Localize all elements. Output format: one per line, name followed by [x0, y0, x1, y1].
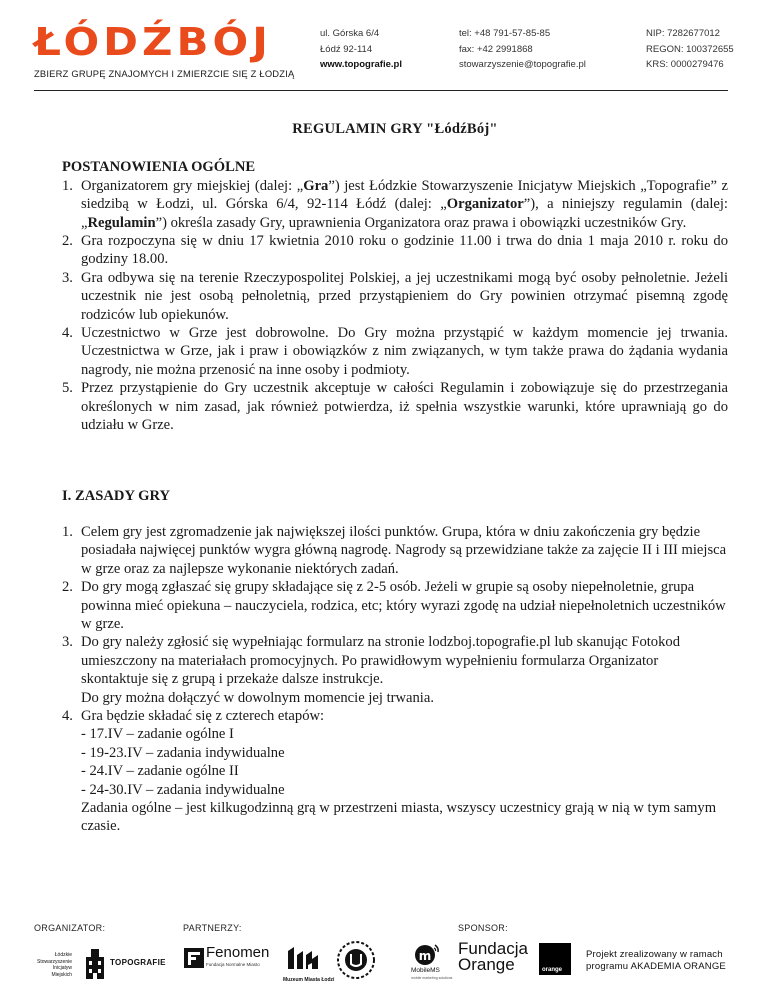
document-title: REGULAMIN GRY "ŁódźBój" — [292, 121, 498, 137]
partners-label: PARTNERZY: — [183, 923, 242, 933]
list-item: 3. Do gry należy zgłosić się wypełniając formularz na stronie lodzboj.topografie.pl lub skanując Fotokod umieszczony na materiałach promocyjnych. Po prawidłowym wypełnieniu formularza Organizator skontaktuje się z grupą i przekaże dalsze instrukcje. Do gry można dołączyć w dowolnym momencie jej trwania. — [62, 633, 728, 707]
museum-logo-icon — [286, 945, 322, 971]
project-note: Projekt zrealizowany w ramach programu AKADEMIA ORANGE — [586, 949, 726, 972]
regulations-document — [62, 120, 728, 836]
address-city: Łódź 92-114 — [320, 43, 373, 55]
header-divider — [34, 90, 728, 91]
item-number: 4. — [62, 325, 73, 342]
svg-text:m: m — [418, 949, 432, 963]
topografie-building-icon — [84, 947, 106, 979]
museum-name: Muzeum Miasta Łodzi — [283, 977, 335, 983]
registry-block — [646, 26, 734, 73]
address-block — [320, 26, 402, 73]
university-stamp-icon — [336, 940, 376, 980]
list-item: 3. Gra odbywa się na terenie Rzeczypospolitej Polskiej, a jej uczestnikami mogą być osoby pełnoletnie. Jeżeli uczestnik nie jest osobą pełnoletnią, przed przystąpieniem do Gry powinien otrzymać pisemną zgodę rodziców lub opiekunów. — [62, 269, 728, 323]
item-number: 2. — [62, 233, 73, 250]
stage-item: - 24-30.IV – zadania indywidualne — [81, 781, 285, 798]
fenomen-logo: Fenomen — [206, 944, 270, 961]
organizer-full-name: Łódzkie Stowarzyszenie Inicjatyw Miejskich — [36, 952, 72, 978]
term-regulamin: Regulamin — [87, 214, 156, 231]
stage-item: - 24.IV – zadanie ogólne II — [81, 763, 239, 780]
term-organizator: Organizator — [446, 196, 524, 213]
topografie-logo: TOPOGRAFIE — [110, 958, 166, 967]
logo-wordmark: ŁÓDŹBÓJ — [34, 19, 272, 65]
list-item: 2. Gra rozpoczyna się w dniu 17 kwietnia 2010 roku o godzinie 11.00 i trwa do dnia 1 maja 2010 r. roku do godziny 18.00. — [62, 233, 728, 268]
item-number: 5. — [62, 380, 73, 397]
list-item: 4. Uczestnictwo w Grze jest dobrowolne. Do Gry można przystąpić w każdym momencie jej trwania. Uczestnictwa w Grze, jak i praw i obowiązków z nim związanych, w tym także prawa do żądania wydania nagrody, nie można przenosić na inne osoby i podmioty. — [62, 325, 728, 378]
orange-logo — [539, 943, 571, 975]
list-item: 1. Celem gry jest zgromadzenie jak największej ilości punktów. Grupa, która w dniu zakończenia gry będzie posiadała najwięcej punktów wygra główną nagrodę. Nagrody są przewidziane także za zajęcie II i III miejsca w grze oraz za najlepsze wykonanie niektórych zadań. — [62, 523, 727, 577]
item-number: 3. — [62, 634, 73, 651]
stage-item: - 17.IV – zadanie ogólne I — [81, 726, 234, 743]
game-rules-heading: I. ZASADY GRY — [62, 487, 171, 504]
item-number: 4. — [62, 707, 73, 724]
orange-logo-text: orange — [542, 967, 563, 973]
logo-tagline: ZBIERZ GRUPĘ ZNAJOMYCH I ZMIERZCIE SIĘ Z ŁODZIĄ — [34, 68, 295, 79]
general-tasks-note: Zadania ogólne – jest kilkugodzinną grą w przestrzeni miasta, wszyscy uczestnicy grają w nią w tym samym czasie. — [81, 800, 717, 835]
general-provisions-heading: POSTANOWIENIA OGÓLNE — [62, 159, 256, 176]
game-rules-list — [62, 523, 728, 836]
krs-number: KRS: 0000279476 — [646, 59, 724, 70]
email-link[interactable]: stowarzyszenie@topografie.pl — [459, 59, 586, 70]
nip-number: NIP: 7282677012 — [646, 28, 720, 39]
lodzboj-logo — [34, 19, 295, 79]
sponsors-footer — [0, 915, 768, 994]
list-item: 2. Do gry mogą zgłaszać się grupy składające się z 2-5 osób. Jeżeli w grupie są osoby niepełnoletnie, grupa powinna mieć opiekuna – nauczyciela, rodzica, etc; który wyrazi zgodę na udział niepełnoletnich uczestników w grze. — [62, 579, 726, 632]
list-item: 5. Przez przystąpienie do Gry uczestnik akceptuje w całości Regulamin i zobowiązuje się do przestrzegania określonych w nim zasad, jak również potwierdza, iż spełnia wszystkie warunki, które uprawniają go do udziału w Grze. — [62, 380, 728, 434]
list-item: 4. Gra będzie składać się z czterech etapów: - 17.IV – zadanie ogólne I - 19-23.IV – zadania indywidualne - 24.IV – zadanie ogólne II - 24-30.IV – zadania indywidualne Zadania ogólne – jest kilkugodzinną grą w przestrzeni miasta, wszyscy uczestnicy grają w nią w tym samym czasie. — [62, 707, 728, 836]
website-link[interactable]: www.topografie.pl — [320, 59, 402, 70]
fundacja-orange-logo: Fundacja Orange — [458, 939, 528, 974]
organizer-label: ORGANIZATOR: — [34, 923, 106, 933]
join-note: Do gry można dołączyć w dowolnym momencie jej trwania. — [81, 689, 434, 706]
contact-block — [459, 26, 586, 73]
phone-number: tel: +48 791-57-85-85 — [459, 28, 551, 39]
sponsor-label: SPONSOR: — [458, 923, 508, 933]
address-street: ul. Górska 6/4 — [320, 28, 380, 39]
mobilems-logo-icon — [413, 941, 441, 967]
regon-number: REGON: 100372655 — [646, 43, 734, 55]
fax-number: fax: +42 2991868 — [459, 43, 533, 55]
term-gra: Gra — [303, 177, 329, 194]
fenomen-subtitle: Fundacja Normalne Miasto — [206, 962, 260, 967]
item-number: 1. — [62, 523, 73, 540]
mobilems-name: MobileMS — [411, 967, 440, 974]
item-number: 3. — [62, 269, 73, 286]
item-number: 2. — [62, 579, 73, 596]
list-item: 1. Organizatorem gry miejskiej (dalej: „Gra”) jest Łódzkie Stowarzyszenie Inicjatyw Miejskich „Topografie” z siedzibą w Łodzi, ul. Górska 6/4, 92-114 Łódź (dalej: „Organizator”), a niniejszy regulamin (dalej: „Regulamin”) określa zasady Gry, uprawnienia Organizatora oraz prawa i obowiązki uczestników Gry. — [62, 177, 729, 231]
letterhead — [0, 0, 768, 90]
fenomen-logo-icon — [183, 947, 205, 969]
mobilems-subtitle: mobile marketing solutions — [411, 976, 453, 980]
stage-item: - 19-23.IV – zadania indywidualne — [81, 744, 285, 761]
general-provisions-list — [62, 177, 728, 435]
item-number: 1. — [62, 177, 73, 194]
